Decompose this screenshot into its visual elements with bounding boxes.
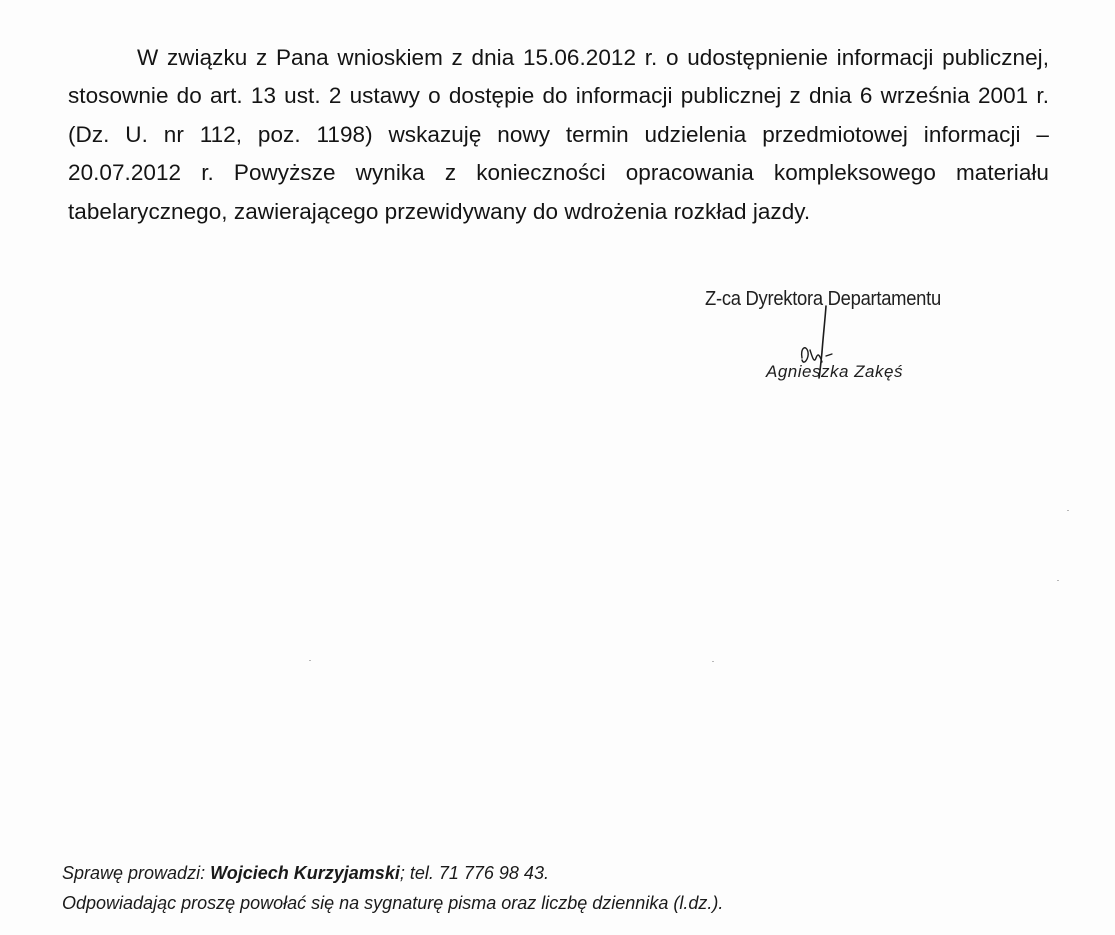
scan-speck (309, 660, 311, 661)
scan-speck (1067, 510, 1069, 511)
scan-speck (1057, 580, 1059, 581)
case-handler-name: Wojciech Kurzyjamski (210, 863, 400, 883)
case-handler-label: Sprawę prowadzi: (62, 863, 206, 883)
letter-body-paragraph: W związku z Pana wnioskiem z dnia 15.06.2012 r. o udostępnienie informacji publicznej, stosownie do art. 13 ust. 2 ustawy o dostępie do informacji publicznej z dnia 6 września 2001 r. (Dz. U. nr 112, poz. 1198) wskazuję nowy termin udzielenia przedmiotowej informacji – 20.07.2012 r. Powyższe wynika z konieczności opracowania kompleksowego materiału tabelarycznego, zawierającego przewidywany do wdrożenia rozkład jazdy. (68, 44, 1049, 224)
signer-title: Z-ca Dyrektora Departamentu (705, 288, 941, 310)
signature-block (700, 288, 1020, 408)
scan-speck (712, 661, 714, 662)
footer (62, 858, 723, 918)
reply-instruction: Odpowiadając proszę powołać się na sygnaturę pisma oraz liczbę dziennika (l.dz.). (62, 893, 724, 913)
signer-name: Agnieszka Zakęś (766, 362, 903, 381)
case-handler-line (62, 858, 723, 888)
case-handler-phone: ; tel. 71 776 98 43. (399, 863, 549, 883)
